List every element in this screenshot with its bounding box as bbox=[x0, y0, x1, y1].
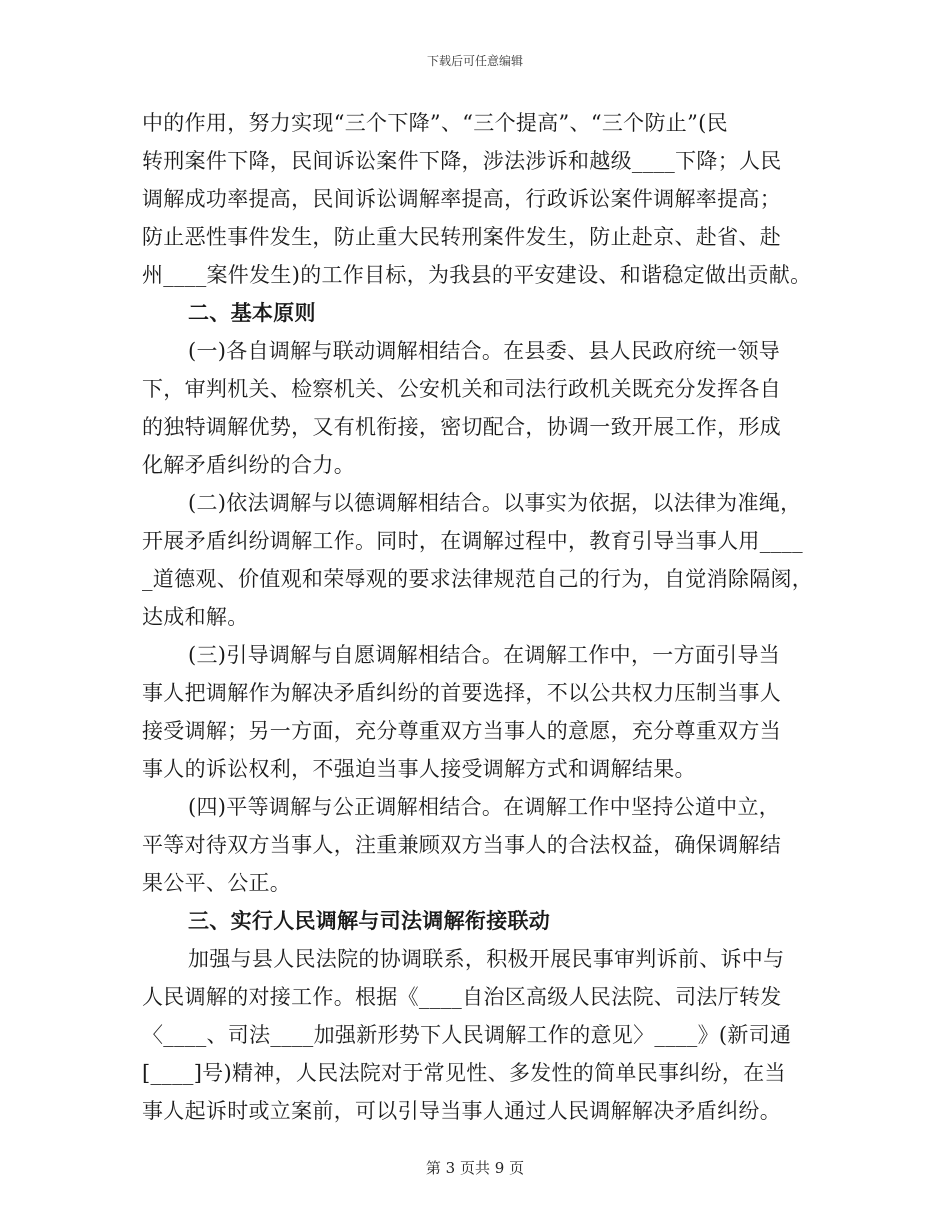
body-line: 〈____、司法____加强新形势下人民调解工作的意见〉____》(新司通 bbox=[142, 1023, 792, 1047]
body-line: 果公平、公正。 bbox=[142, 871, 292, 895]
body-line: 中的作用，努力实现“三个下降”、“三个提高”、“三个防止”(民 bbox=[142, 111, 728, 135]
body-line: 防止恶性事件发生，防止重大民转刑案件发生，防止赴京、赴省、赴 bbox=[142, 225, 781, 249]
body-line: 调解成功率提高，民间诉讼调解率提高，行政诉讼案件调解率提高； bbox=[142, 187, 781, 211]
section-heading-mediation-linkage: 三、实行人民调解与司法调解衔接联动 bbox=[188, 908, 551, 933]
paragraph-start: (一)各自调解与联动调解相结合。在县委、县人民政府统一领导 bbox=[188, 339, 781, 363]
body-line: 事人把调解作为解决矛盾纠纷的首要选择，不以公共权力压制当事人 bbox=[142, 681, 781, 705]
body-line: 化解矛盾纠纷的合力。 bbox=[142, 453, 355, 477]
body-line: 接受调解；另一方面，充分尊重双方当事人的意愿，充分尊重双方当 bbox=[142, 719, 781, 743]
body-line: 下，审判机关、检察机关、公安机关和司法行政机关既充分发挥各自 bbox=[142, 377, 781, 401]
page-number: 第 3 页共 9 页 bbox=[425, 1159, 525, 1177]
body-line: 州____案件发生)的工作目标，为我县的平安建设、和谐稳定做出贡献。 bbox=[142, 263, 812, 287]
body-line: 开展矛盾纠纷调解工作。同时，在调解过程中，教育引导当事人用____ bbox=[142, 529, 803, 553]
body-line: 转刑案件下降，民间诉讼案件下降，涉法涉诉和越级____下降；人民 bbox=[142, 149, 782, 173]
document-body bbox=[142, 104, 814, 1130]
body-line: 人民调解的对接工作。根据《____自治区高级人民法院、司法厅转发 bbox=[142, 985, 782, 1009]
page-header: 下载后可任意编辑 bbox=[426, 54, 523, 68]
paragraph-start: (二)依法调解与以德调解相结合。以事实为依据，以法律为准绳， bbox=[188, 491, 802, 515]
section-heading-basic-principles: 二、基本原则 bbox=[188, 300, 316, 325]
body-line: _道德观、价值观和荣辱观的要求法律规范自己的行为，自觉消除隔阂， bbox=[142, 567, 814, 591]
body-line: 事人起诉时或立案前，可以引导当事人通过人民调解解决矛盾纠纷。 bbox=[142, 1099, 781, 1123]
paragraph-start: 加强与县人民法院的协调联系，积极开展民事审判诉前、诉中与 bbox=[188, 947, 785, 971]
body-line: 事人的诉讼权利，不强迫当事人接受调解方式和调解结果。 bbox=[142, 757, 696, 781]
paragraph-start: (三)引导调解与自愿调解相结合。在调解工作中，一方面引导当 bbox=[188, 643, 781, 667]
body-line: [____]号)精神，人民法院对于常见性、多发性的简单民事纠纷，在当 bbox=[142, 1061, 786, 1085]
body-line: 达成和解。 bbox=[142, 605, 249, 629]
paragraph-start: (四)平等调解与公正调解相结合。在调解工作中坚持公道中立， bbox=[188, 795, 781, 819]
body-line: 的独特调解优势，又有机衔接，密切配合，协调一致开展工作，形成 bbox=[142, 415, 781, 439]
body-line: 平等对待双方当事人，注重兼顾双方当事人的合法权益，确保调解结 bbox=[142, 833, 781, 857]
